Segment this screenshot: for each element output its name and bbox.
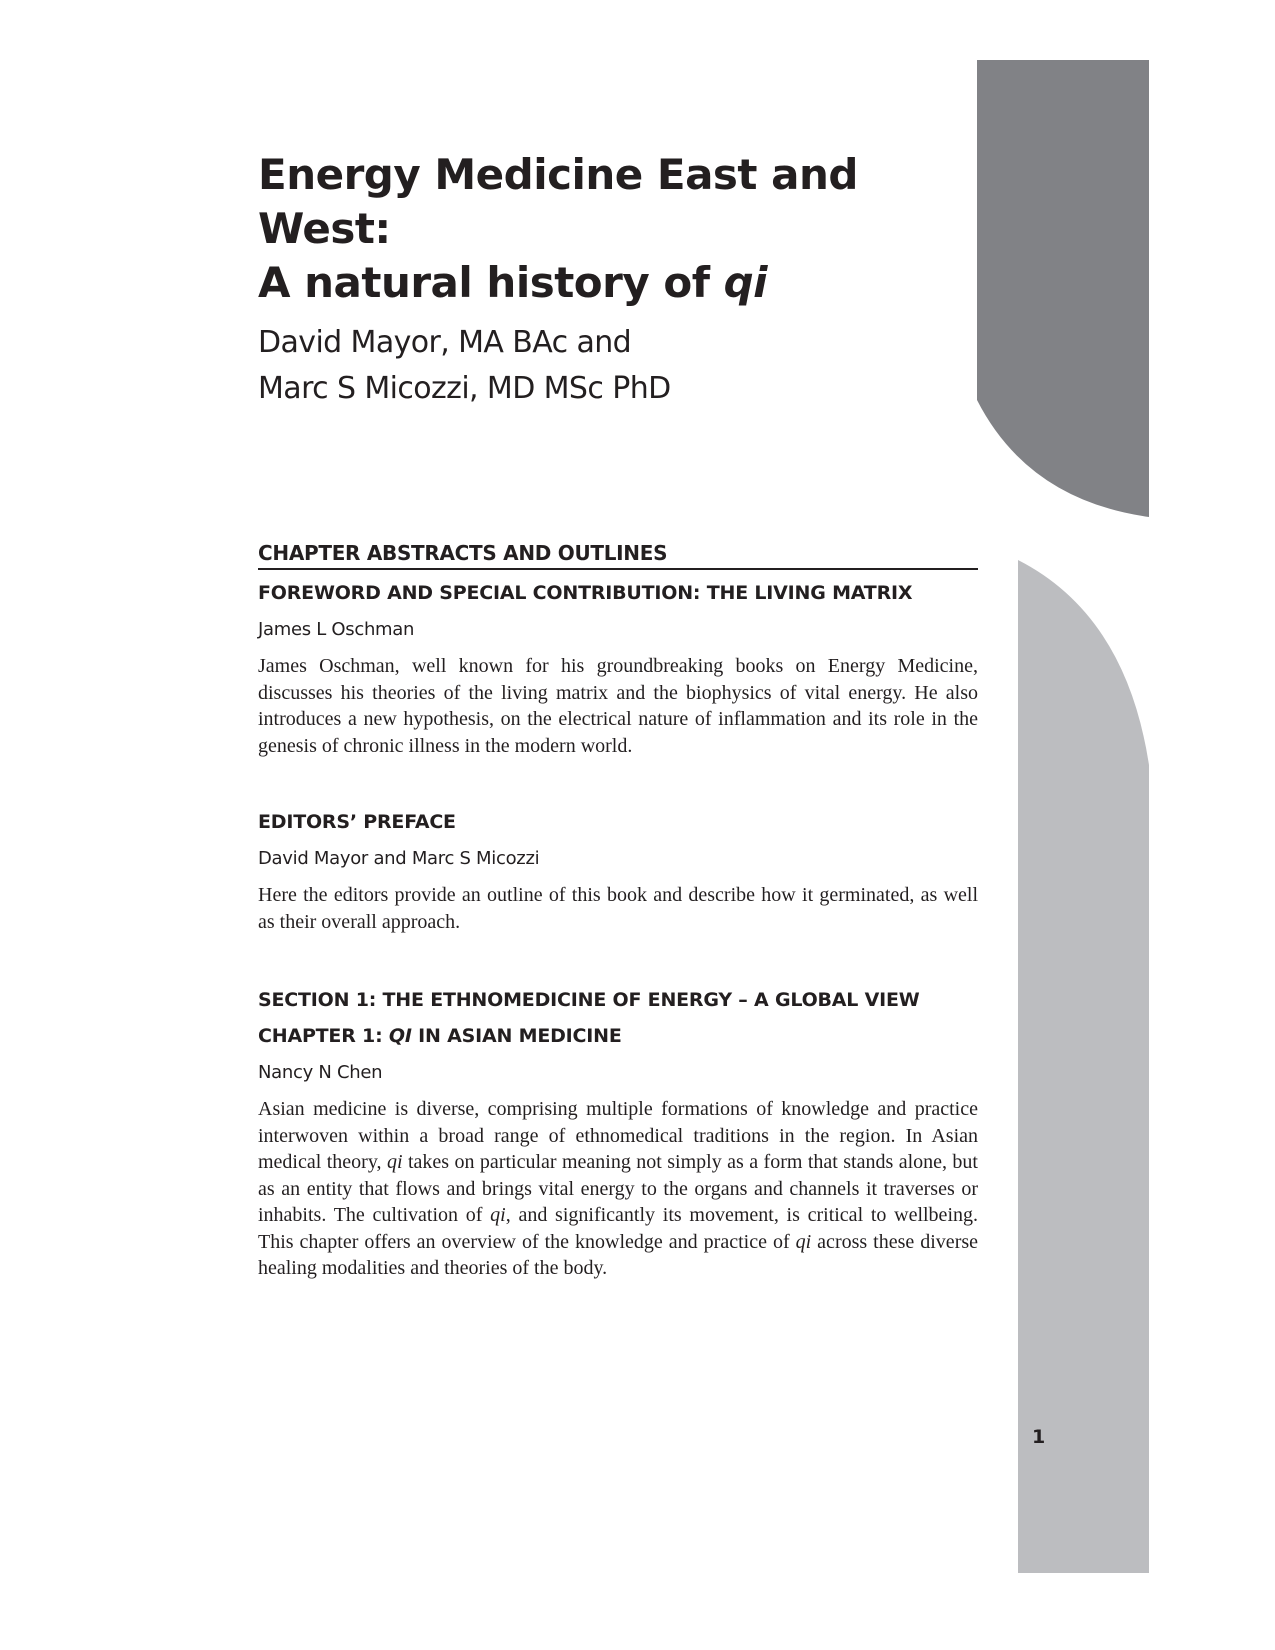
book-title-line1: Energy Medicine East and West: bbox=[258, 150, 858, 253]
book-authors bbox=[258, 320, 978, 412]
preface-heading: EDITORS’ PREFACE bbox=[258, 811, 456, 833]
section-1-heading: SECTION 1: THE ETHNOMEDICINE OF ENERGY – A GLOBAL VIEW bbox=[258, 989, 920, 1011]
book-title bbox=[258, 148, 978, 310]
author-line-1: David Mayor, MA BAc and bbox=[258, 325, 632, 360]
chapter-1-contributor: Nancy N Chen bbox=[258, 1062, 383, 1083]
chapter-1-abstract-qi-3: qi bbox=[795, 1230, 812, 1253]
chapter-1-heading-prefix: CHAPTER 1: bbox=[258, 1025, 389, 1047]
preface-abstract: Here the editors provide an outline of this book and describe how it germinated, as well as their overall approach. bbox=[258, 884, 978, 933]
chapter-tab-light bbox=[1018, 560, 1149, 1573]
chapter-1-heading-qi: QI bbox=[388, 1025, 412, 1047]
preface-contributor: David Mayor and Marc S Micozzi bbox=[258, 848, 540, 869]
chapter-1-heading bbox=[258, 1023, 978, 1050]
foreword-heading: FOREWORD AND SPECIAL CONTRIBUTION: THE LIVING MATRIX bbox=[258, 582, 913, 604]
book-title-qi: qi bbox=[723, 258, 768, 307]
chapter-1-abstract-part-1: Asian medicine is diverse, comprising multiple formations of knowledge and practice interwoven within a broad range of ethnomedical traditions in the region. In Asian medical theory, bbox=[258, 1098, 978, 1173]
chapter-1-abstract-part-3: , and significantly its movement, is critical to wellbeing. This chapter offers an overview of the knowledge and practice of bbox=[258, 1204, 978, 1253]
page-content bbox=[258, 148, 978, 1282]
chapter-1-abstract-qi-1: qi bbox=[386, 1151, 403, 1173]
foreword-abstract: James Oschman, well known for his groundbreaking books on Energy Medicine, discusses his theories of the living matrix and the biophysics of vital energy. He also introduces a new hypothesis, on the electrical nature of inflammation and its role in the genesis of chronic illness in the modern world. bbox=[258, 655, 978, 757]
chapter-1-abstract-qi-2: qi bbox=[490, 1204, 506, 1226]
abstracts-heading: CHAPTER ABSTRACTS AND OUTLINES bbox=[258, 540, 978, 570]
chapter-1-abstract bbox=[258, 1096, 978, 1282]
chapter-tab-dark bbox=[977, 60, 1149, 517]
chapter-1-abstract-part-2: takes on particular meaning not simply as a form that stands alone, but as an entity that flows and brings vital energy to the organs and channels it traverses or inhabits. The cultivation of bbox=[258, 1151, 978, 1226]
page-number: 1 bbox=[1032, 1426, 1046, 1448]
author-line-2: Marc S Micozzi, MD MSc PhD bbox=[258, 371, 671, 406]
foreword-contributor: James L Oschman bbox=[258, 619, 415, 640]
chapter-1-heading-suffix: IN ASIAN MEDICINE bbox=[411, 1025, 622, 1047]
book-title-line2: A natural history of bbox=[258, 258, 724, 307]
chapter-1-abstract-part-4: across these diverse healing modalities and theories of the body. bbox=[258, 1230, 979, 1279]
